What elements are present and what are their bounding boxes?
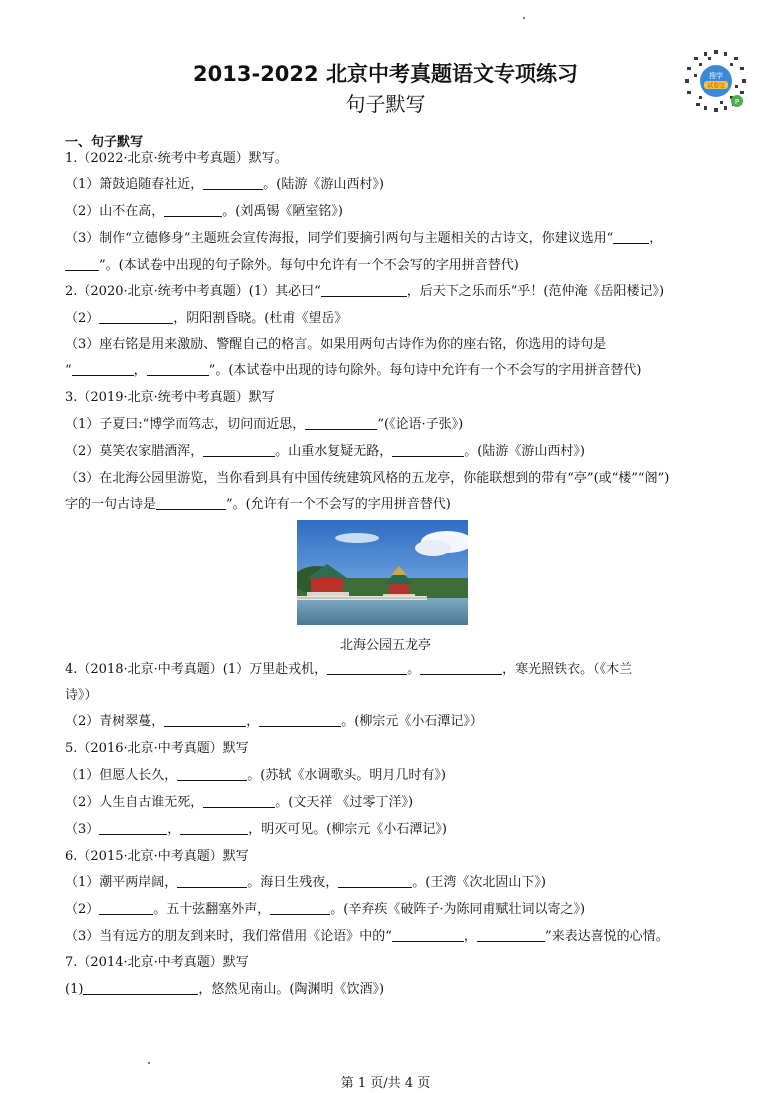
question-line: [65, 150, 288, 168]
line-text: 。(辛弃疾《破阵子·为陈同甫赋壮词以寄之》): [330, 902, 586, 917]
line-text: 2.（2020·北京·统考中考真题）(1）其必曰“: [65, 284, 321, 299]
line-text: （2）莫笑农家腊酒浑，: [65, 444, 204, 459]
line-text: 。(王湾《次北固山下》): [412, 875, 546, 890]
line-text: 字的一句古诗是: [65, 497, 157, 512]
question-line: [65, 874, 546, 892]
line-text: ，: [246, 714, 260, 729]
question-line: [65, 496, 451, 514]
line-text: 1.（2022·北京·统考中考真题）默写。: [65, 151, 288, 166]
line-text: （3）当有远方的朋友到来时，我们常借用《论语》中的“: [65, 929, 392, 944]
line-text: 。: [407, 662, 421, 677]
qr-label-2: 试卷宝: [706, 82, 726, 90]
question-line: [65, 687, 98, 705]
question-line: [65, 230, 662, 248]
question-line: [65, 336, 606, 354]
question-line: [65, 283, 664, 301]
question-line: [65, 389, 275, 407]
line-text: （2）: [65, 902, 100, 917]
answer-blank[interactable]: [203, 443, 275, 457]
line-text: （1）但愿人长久，: [65, 768, 178, 783]
line-text: 3.（2019·北京·统考中考真题）默写: [65, 390, 275, 405]
question-line: [65, 821, 447, 839]
answer-blank[interactable]: [203, 794, 275, 808]
question-line: [65, 767, 446, 785]
line-text: ”来表达喜悦的心情。: [544, 929, 669, 944]
line-text: ”。(本试卷中出现的诗句除外。每句诗中允许有一个不会写的字用拼音替代): [208, 363, 642, 378]
answer-blank[interactable]: [156, 496, 226, 510]
question-line: [65, 981, 384, 999]
answer-blank[interactable]: [477, 928, 545, 942]
answer-blank[interactable]: [305, 416, 377, 430]
answer-blank[interactable]: [338, 874, 412, 888]
page-title: 2013-2022 北京中考真题语文专项练习: [193, 62, 578, 86]
svg-text:P: P: [734, 98, 740, 106]
line-text: 6.（2015·北京·中考真题）默写: [65, 849, 249, 864]
answer-blank[interactable]: [147, 362, 209, 376]
line-text: ”。(允许有一个不会写的字用拼音替代): [226, 497, 451, 512]
beihai-park-photo: [297, 520, 468, 625]
speck: [523, 17, 525, 19]
line-text: 。山重水复疑无路，: [275, 444, 393, 459]
line-text: 。五十弦翻塞外声，: [153, 902, 271, 917]
line-text: （2）: [65, 311, 100, 326]
line-text: ”(《论语·子张》): [377, 417, 464, 432]
answer-blank[interactable]: [613, 230, 649, 244]
answer-blank[interactable]: [99, 821, 167, 835]
answer-blank[interactable]: [392, 928, 464, 942]
page-subtitle: 句子默写: [345, 92, 426, 116]
question-line: [65, 661, 632, 679]
answer-blank[interactable]: [321, 283, 407, 297]
line-text: ，: [167, 822, 181, 837]
page-footer: 第 1 页/共 4 页: [340, 1076, 431, 1091]
answer-blank[interactable]: [72, 362, 134, 376]
line-text: ，: [463, 929, 477, 944]
answer-blank[interactable]: [83, 981, 198, 995]
answer-blank[interactable]: [270, 901, 330, 915]
line-text: （2）青树翠蔓，: [65, 714, 165, 729]
line-text: 。海日生残夜，: [247, 875, 339, 890]
line-text: ”。(本试卷中出现的句子除外。每句中允许有一个不会写的字用拼音替代): [99, 258, 519, 273]
question-line: [65, 416, 463, 434]
question-line: [65, 470, 669, 488]
line-text: （3）: [65, 822, 100, 837]
line-text: 。(刘禹锡《陋室铭》): [222, 204, 343, 219]
qr-label-1: 搜学: [709, 72, 723, 80]
line-text: （1）子夏曰:“博学而笃志，切问而近思，: [65, 417, 306, 432]
section-title: 一、句子默写: [65, 135, 144, 150]
answer-blank[interactable]: [177, 767, 247, 781]
line-text: （2）人生自古谁无死，: [65, 795, 204, 810]
question-line: [65, 954, 249, 972]
question-line: [65, 713, 483, 731]
question-line: [65, 443, 585, 461]
answer-blank[interactable]: [259, 713, 341, 727]
line-text: 。(柳宗元《小石潭记》）: [341, 714, 483, 729]
line-text: （1）潮平两岸阔，: [65, 875, 178, 890]
line-text: （3）制作“立德修身”主题班会宣传海报，同学们要摘引两句与主题相关的古诗文，你建议选用“: [65, 231, 614, 246]
question-line: [65, 310, 347, 328]
line-text: 4.（2018·北京·中考真题）(1）万里赴戎机，: [65, 662, 328, 677]
answer-blank[interactable]: [327, 661, 407, 675]
line-text: 。(苏轼《水调歌头。明月几时有》): [247, 768, 446, 783]
question-line: [65, 740, 249, 758]
answer-blank[interactable]: [392, 443, 464, 457]
line-text: ，明灭可见。(柳宗元《小石潭记》): [248, 822, 447, 837]
line-text: ，: [133, 363, 147, 378]
answer-blank[interactable]: [164, 203, 222, 217]
answer-blank[interactable]: [99, 901, 153, 915]
answer-blank[interactable]: [180, 821, 248, 835]
question-line: [65, 848, 249, 866]
question-line: [65, 794, 413, 812]
line-text: ，寒光照铁衣。（《木兰: [502, 662, 633, 677]
answer-blank[interactable]: [177, 874, 247, 888]
line-text: （3）座右铭是用来激励、警醒自己的格言。如果用两句古诗作为你的座右铭，你选用的诗句是: [65, 337, 607, 352]
line-text: 诗》）: [65, 688, 98, 703]
line-text: 5.（2016·北京·中考真题）默写: [65, 741, 249, 756]
question-line: [65, 203, 343, 221]
question-line: [65, 928, 669, 946]
line-text: ，: [649, 231, 663, 246]
line-text: (1): [65, 982, 84, 997]
photo-caption: 北海公园五龙亭: [339, 638, 431, 653]
answer-blank[interactable]: [99, 310, 173, 324]
line-text: （1）箫鼓追随春社近，: [65, 177, 204, 192]
speck: [148, 1062, 150, 1064]
line-text: ，阴阳割昏晓。(杜甫《望岳》: [173, 311, 348, 326]
answer-blank[interactable]: [420, 661, 502, 675]
line-text: 。(陆游《游山西村》): [263, 177, 384, 192]
answer-blank[interactable]: [164, 713, 246, 727]
question-line: [65, 257, 519, 275]
answer-blank[interactable]: [65, 257, 99, 271]
answer-blank[interactable]: [203, 176, 263, 190]
line-text: ，悠然见南山。(陶渊明《饮酒》): [198, 982, 385, 997]
line-text: 。(陆游《游山西村》): [464, 444, 585, 459]
qr-code-logo: [684, 49, 748, 113]
line-text: （2）山不在高，: [65, 204, 165, 219]
line-text: ，后天下之乐而乐”乎！(范仲淹《岳阳楼记》): [406, 284, 665, 299]
question-line: [65, 176, 384, 194]
line-text: 。(文天祥 《过零丁洋》): [275, 795, 414, 810]
line-text: （3）在北海公园里游览，当你看到具有中国传统建筑风格的五龙亭，你能联想到的带有“亭”(或“楼”“阁”): [65, 471, 670, 486]
line-text: “: [65, 363, 72, 378]
question-line: [65, 362, 641, 380]
line-text: 7.（2014·北京·中考真题）默写: [65, 955, 249, 970]
question-line: [65, 901, 585, 919]
